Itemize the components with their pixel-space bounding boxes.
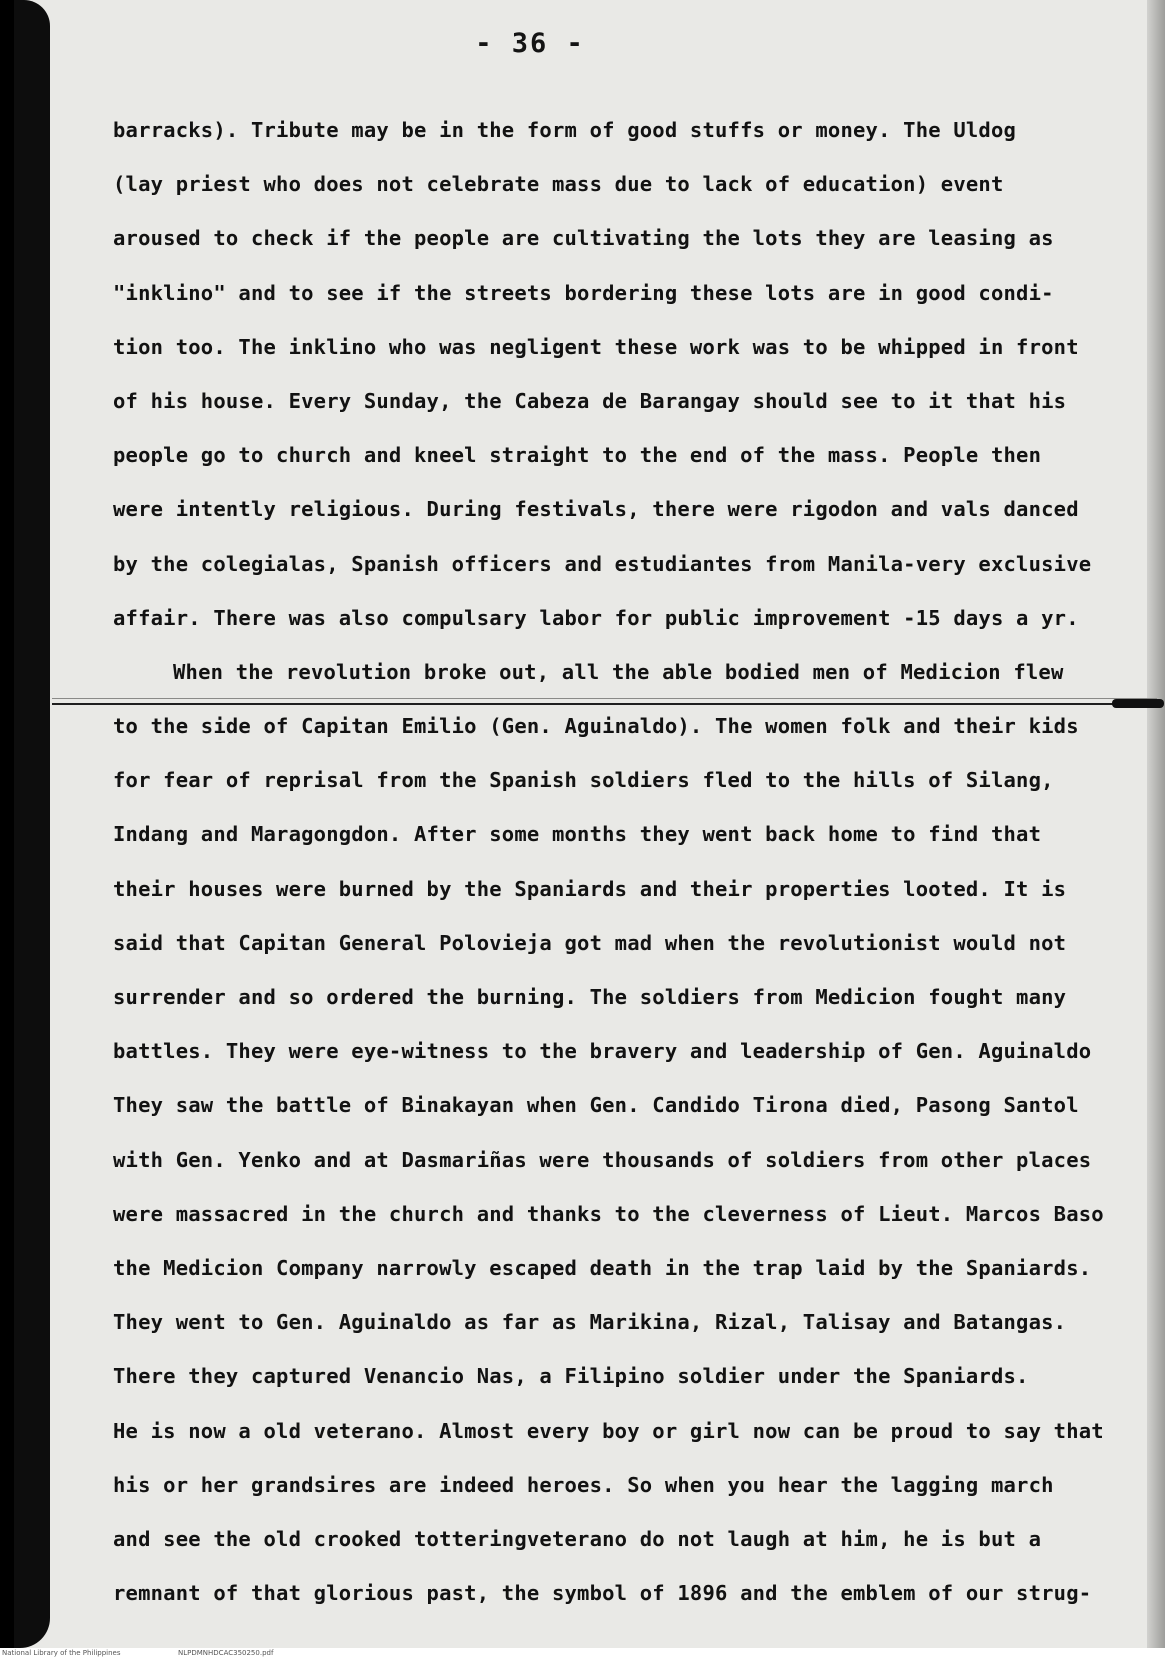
text-line: to the side of Capitan Emilio (Gen. Aguinaldo). The women folk and their kids xyxy=(113,714,1079,739)
text-line: said that Capitan General Polovieja got mad when the revolutionist would not xyxy=(113,930,1067,955)
document-body xyxy=(113,103,1153,1620)
text-line: aroused to check if the people are cultivating the lots they are leasing as xyxy=(113,226,1054,251)
text-line: surrender and so ordered the burning. The soldiers from Medicion fought many xyxy=(113,985,1067,1009)
text-line: He is now a old veterano. Almost every boy or girl now can be proud to say that xyxy=(113,1418,1104,1443)
text-line: were intently religious. During festivals, there were rigodon and vals danced xyxy=(113,497,1079,522)
paragraph-start-line: When the revolution broke out, all the able bodied men of Medicion flew xyxy=(173,659,1064,684)
scan-left-border xyxy=(0,0,50,1648)
text-line: "inklino" and to see if the streets bordering these lots are in good condi- xyxy=(113,280,1054,305)
text-line: their houses were burned by the Spaniards and their properties looted. It is xyxy=(113,876,1067,901)
text-line: affair. There was also compulsary labor for public improvement -15 days a yr. xyxy=(113,605,1079,630)
footer-library-name: National Library of the Philippines xyxy=(2,1649,121,1657)
footer-file-name: NLPDMNHDCAC350250.pdf xyxy=(178,1649,274,1657)
page-number: - 36 - xyxy=(475,28,585,59)
text-line: by the colegialas, Spanish officers and estudiantes from Manila-very exclusive xyxy=(113,551,1092,576)
text-line: barracks). Tribute may be in the form of good stuffs or money. The Uldog xyxy=(113,118,1017,142)
text-line: the Medicion Company narrowly escaped death in the trap laid by the Spaniards. xyxy=(113,1255,1092,1280)
text-line: battles. They were eye-witness to the bravery and leadership of Gen. Aguinaldo xyxy=(113,1039,1092,1064)
text-line: They went to Gen. Aguinaldo as far as Marikina, Rizal, Talisay and Batangas. xyxy=(113,1310,1067,1335)
text-line: There they captured Venancio Nas, a Filipino soldier under the Spaniards. xyxy=(113,1364,1029,1389)
text-line: and see the old crooked totteringveterano do not laugh at him, he is but a xyxy=(113,1526,1042,1551)
text-line: with Gen. Yenko and at Dasmariñas were thousands of soldiers from other places xyxy=(113,1147,1092,1172)
text-line: people go to church and kneel straight to the end of the mass. People then xyxy=(113,443,1042,468)
text-line: tion too. The inklino who was negligent these work was to be whipped in front xyxy=(113,334,1079,359)
text-line: remnant of that glorious past, the symbol of 1896 and the emblem of our strug- xyxy=(113,1581,1092,1606)
text-line: They saw the battle of Binakayan when Gen. Candido Tirona died, Pasong Santol xyxy=(113,1093,1079,1118)
viewer-footer xyxy=(0,1648,1165,1658)
text-line: were massacred in the church and thanks to the cleverness of Lieut. Marcos Baso xyxy=(113,1201,1104,1226)
text-line: for fear of reprisal from the Spanish soldiers fled to the hills of Silang, xyxy=(113,768,1054,793)
text-line: of his house. Every Sunday, the Cabeza de Barangay should see to it that his xyxy=(113,388,1067,413)
text-line: Indang and Maragongdon. After some months they went back home to find that xyxy=(113,822,1042,847)
text-line: his or her grandsires are indeed heroes. So when you hear the lagging march xyxy=(113,1472,1054,1497)
text-line: (lay priest who does not celebrate mass due to lack of education) event xyxy=(113,172,1004,197)
